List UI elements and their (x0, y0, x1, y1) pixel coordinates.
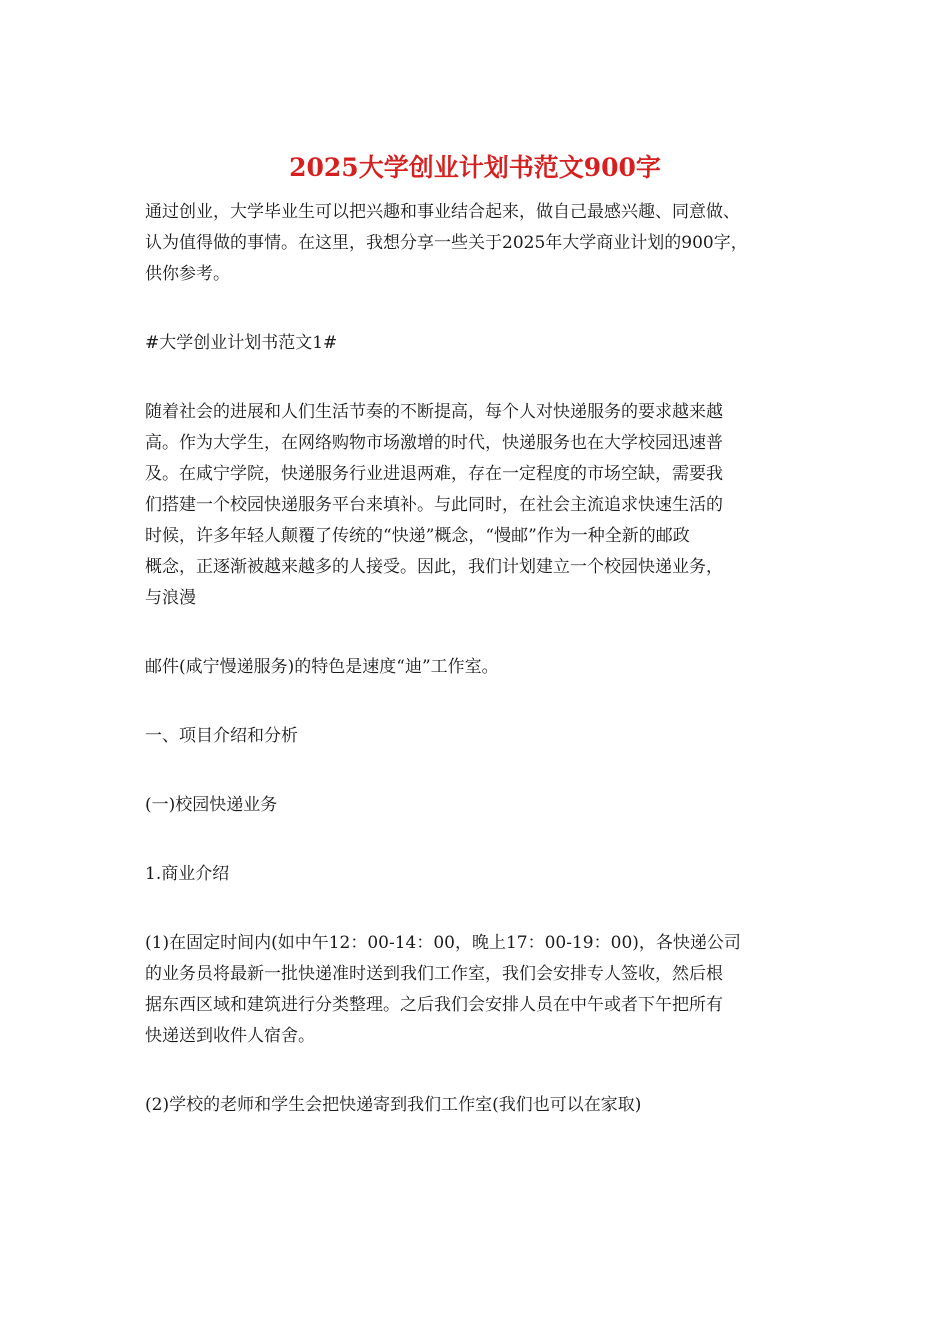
text-line: 与浪漫 (145, 588, 196, 608)
paragraph-background (145, 397, 810, 614)
text-line: 据东西区域和建筑进行分类整理。之后我们会安排人员在中午或者下午把所有 (145, 995, 723, 1015)
text-line: 快递送到收件人宿舍。 (145, 1026, 315, 1046)
document-title: 2025大学创业计划书范文900字 (289, 153, 661, 182)
section-heading-project (145, 721, 810, 752)
subsection-heading-business-intro (145, 859, 810, 890)
text-line: 1.商业介绍 (145, 864, 230, 884)
text-line: #大学创业计划书范文1# (145, 333, 338, 353)
text-line: 高。作为大学生，在网络购物市场激增的时代，快递服务也在大学校园迅速普 (145, 433, 723, 453)
subsection-heading-campus-express (145, 790, 810, 821)
text-line: 供你参考。 (145, 264, 230, 284)
text-line: 邮件(咸宁慢递服务)的特色是速度“迪”工作室。 (145, 657, 499, 677)
text-line: 及。在咸宁学院，快递服务行业进退两难，存在一定程度的市场空缺，需要我 (145, 464, 723, 484)
text-line: (一)校园快递业务 (145, 795, 278, 815)
text-line: 认为值得做的事情。在这里，我想分享一些关于2025年大学商业计划的900字， (145, 233, 748, 253)
paragraph-studio-name (145, 652, 810, 683)
text-line: 随着社会的进展和人们生活节奏的不断提高，每个人对快递服务的要求越来越 (145, 402, 723, 422)
text-line: 们搭建一个校园快递服务平台来填补。与此同时，在社会主流追求快速生活的 (145, 495, 723, 515)
paragraph-item-1 (145, 928, 810, 1052)
text-line: (2)学校的老师和学生会把快递寄到我们工作室(我们也可以在家取) (145, 1095, 642, 1115)
paragraph-item-2 (145, 1090, 810, 1121)
section-heading-sample-1 (145, 328, 810, 359)
paragraph-intro (145, 197, 810, 290)
text-line: 一、项目介绍和分析 (145, 726, 298, 746)
text-line: 通过创业，大学毕业生可以把兴趣和事业结合起来，做自己最感兴趣、同意做、 (145, 202, 740, 222)
text-line: 时候，许多年轻人颠覆了传统的“快递”概念，“慢邮”作为一种全新的邮政 (145, 526, 690, 546)
text-line: 的业务员将最新一批快递准时送到我们工作室，我们会安排专人签收，然后根 (145, 964, 723, 984)
document-body (145, 197, 810, 1121)
text-line: 概念，正逐渐被越来越多的人接受。因此，我们计划建立一个校园快递业务， (145, 557, 723, 577)
text-line: (1)在固定时间内(如中午12：00-14：00，晚上17：00-19：00)，各快递公司 (145, 933, 741, 953)
